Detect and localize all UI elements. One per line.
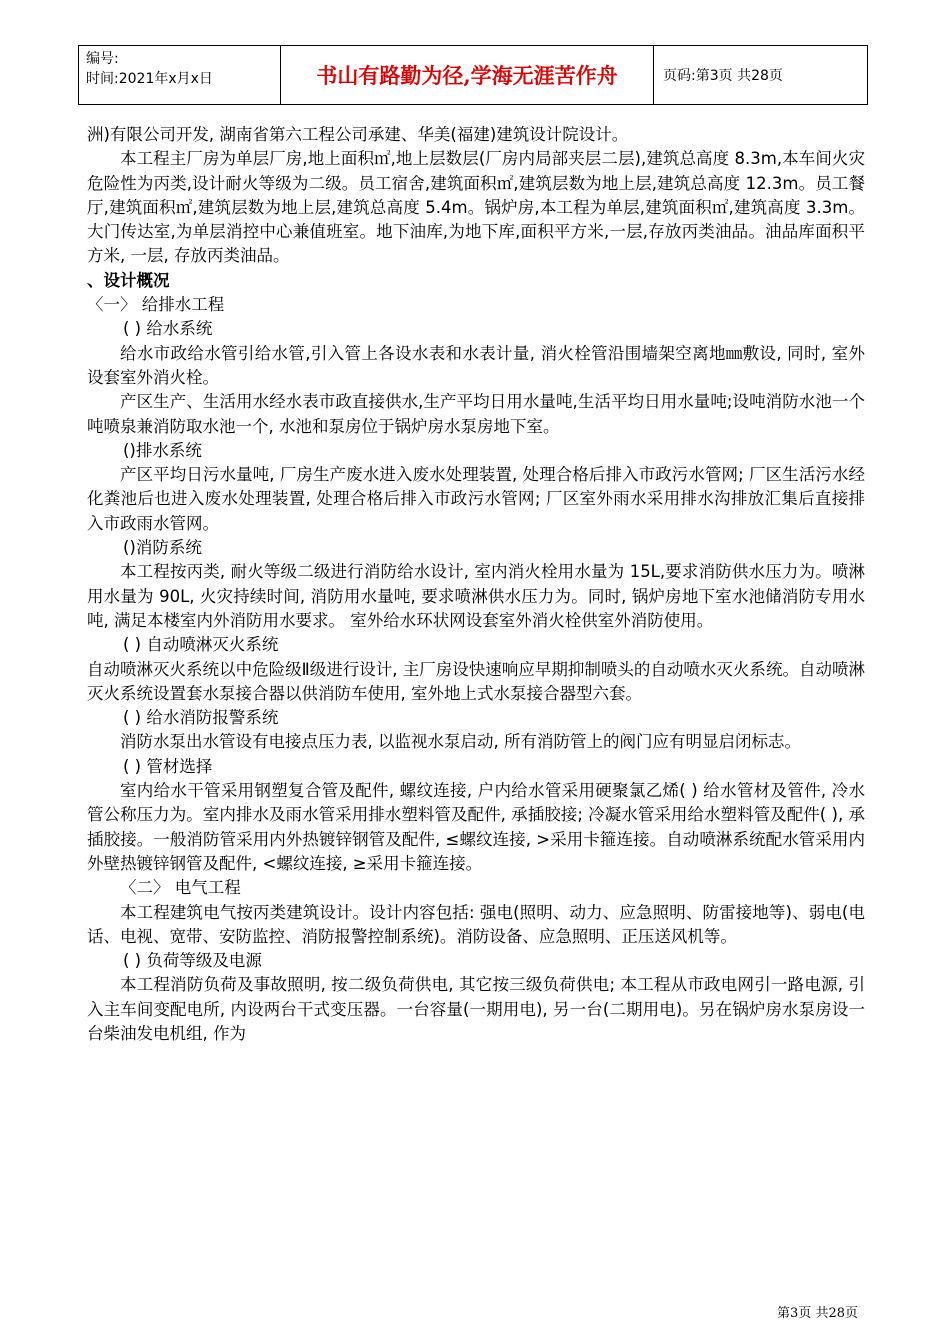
body-paragraph: 消防水泵出水管设有电接点压力表, 以监视水泵启动, 所有消防管上的阀门应有明显启闭标志。 bbox=[120, 732, 801, 752]
body-paragraph: 本工程建筑电气按丙类建筑设计。设计内容包括: 强电(照明、动力、应急照明、防雷接地等)、弱电(电话、电视、宽带、安防监控、消防报警控制系统)。消防设备、应急照明、正压送风机等。 bbox=[87, 902, 865, 946]
section-heading: ( ) 自动喷淋灭火系统 bbox=[123, 635, 279, 655]
body-paragraph: 给水市政给水管引给水管,引入管上各设水表和水表计量, 消火栓管沿围墙架空离地㎜敷设, 同时, 室外设套室外消火栓。 bbox=[87, 343, 865, 387]
body-paragraph: 产区平均日污水量吨, 厂房生产废水进入废水处理装置, 处理合格后排入市政污水管网; 厂区生活污水经化粪池后也进入废水处理装置, 处理合格后排入市政污水管网; 厂区室外雨水采用排水沟排放汇集后直接排入市政雨水管网。 bbox=[87, 465, 865, 533]
document-number-label: 编号: bbox=[86, 51, 119, 67]
section-heading: ( ) 给水消防报警系统 bbox=[123, 708, 279, 728]
body-paragraph: 本工程消防负荷及事故照明, 按二级负荷供电, 其它按三级负荷供电; 本工程从市政电网引一路电源, 引入主车间变配电所, 内设两台干式变压器。一台容量(一期用电), 另一台(二期用电)。另在锅炉房水泵房设一台柴油发电机组, 作为 bbox=[87, 975, 865, 1043]
header-page-code: 页码:第3页 共28页 bbox=[663, 68, 783, 84]
body-paragraph: 〈二〉 电气工程 bbox=[120, 878, 241, 898]
body-paragraph: 自动喷淋灭火系统以中危险级Ⅱ级进行设计, 主厂房设快速响应早期抑制喷头的自动喷水灭火系统。自动喷淋灭火系统设置套水泵接合器以供消防车使用, 室外地上式水泵接合器型六套。 bbox=[87, 659, 865, 703]
body-paragraph: 本工程按丙类, 耐火等级二级进行消防给水设计, 室内消火栓用水量为 15L,要求消防供水压力为。喷淋用水量为 90L, 火灾持续时间, 消防用水量吨, 要求喷淋供水压力为。同时, 锅炉房地下室水池储消防专用水吨, 满足本楼室内外消防用水要求。 室外给水环状网设套室外消火栓供室外消防使用。 bbox=[87, 562, 865, 630]
body-paragraph: 〈一〉 给排水工程 bbox=[87, 295, 225, 315]
header-meta bbox=[79, 46, 281, 104]
header-motto: 书山有路勤为径,学海无涯苦作舟 bbox=[281, 46, 654, 104]
section-heading: ( ) 负荷等级及电源 bbox=[123, 951, 262, 971]
page-footer: 第3页 共28页 bbox=[777, 1306, 858, 1321]
body-paragraph: 洲)有限公司开发, 湖南省第六工程公司承建、华美(福建)建筑设计院设计。 bbox=[87, 125, 629, 144]
body-paragraph: 本工程主厂房为单层厂房,地上面积㎡,地上层数层(厂房内局部夹层二层),建筑总高度 8.3m,本车间火灾危险性为丙类,设计耐火等级为二级。员工宿舍,建筑面积㎡,建筑层数为地上层,建筑总高度 12.3m。员工餐厅,建筑面积㎡,建筑层数为地上层,建筑总高度 5.4m。锅炉房,本工程为单层,建筑面积㎡,建筑高度 3.3m。大门传达室,为单层消控中心兼值班室。地下油库,为地下库,面积平方米,一层,存放丙类油品。油品库面积平方米, 一层, 存放丙类油品。 bbox=[87, 149, 865, 266]
body-paragraph: 产区生产、生活用水经水表市政直接供水,生产平均日用水量吨,生活平均日用水量吨;设吨消防水池一个吨喷泉兼消防取水池一个, 水池和泵房位于锅炉房水泵房地下室。 bbox=[87, 392, 865, 436]
section-heading: ( ) 管材选择 bbox=[123, 756, 213, 776]
page-header bbox=[78, 45, 868, 105]
section-heading: ()消防系统 bbox=[123, 538, 202, 558]
section-heading: ()排水系统 bbox=[123, 440, 202, 460]
section-heading: ( ) 给水系统 bbox=[123, 319, 213, 339]
document-body bbox=[87, 123, 865, 1046]
body-paragraph: 室内给水干管采用钢塑复合管及配件, 螺纹连接, 户内给水管采用硬聚氯乙烯( ) 给水管材及管件, 冷水管公称压力为。室内排水及雨水管采用排水塑料管及配件, 承插胶接; 冷凝水管采用给水塑料管及配件( ), 承插胶接。一般消防管采用内外热镀锌钢管及配件, ≤螺纹连接, >采用卡箍连接。自动喷淋系统配水管采用内外壁热镀锌钢管及配件, <螺纹连接, ≥采用卡箍连接。 bbox=[87, 781, 865, 873]
section-heading: 、设计概况 bbox=[87, 270, 170, 290]
document-date: 时间:2021年x月x日 bbox=[86, 71, 213, 87]
